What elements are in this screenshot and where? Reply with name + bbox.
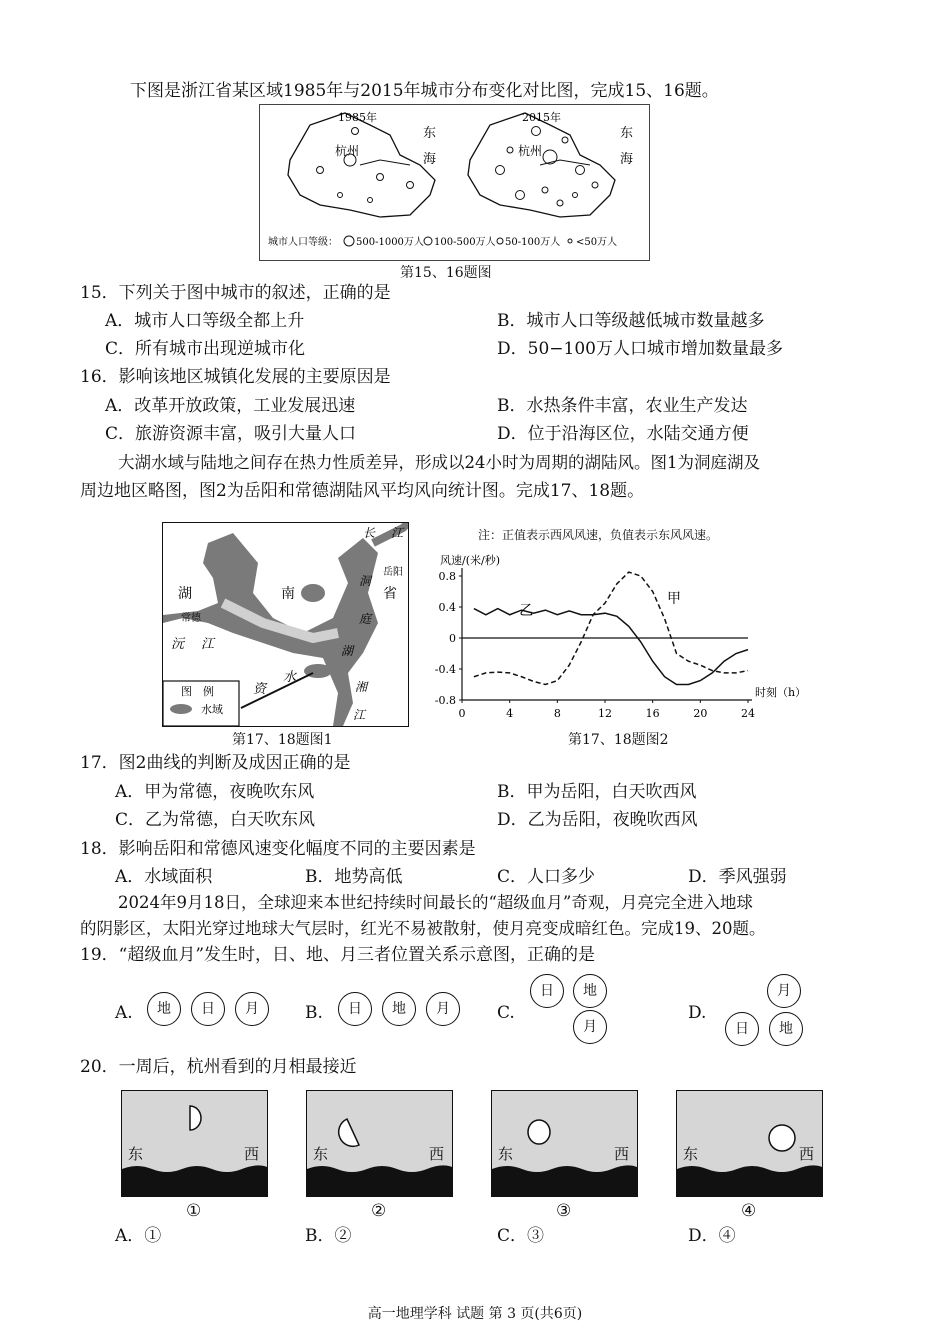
series-label-yi: 乙 — [519, 602, 534, 619]
map-label-dong: 洞 — [359, 574, 372, 588]
chart-xtick-label: 12 — [598, 707, 612, 720]
map-label-jiang3: 江 — [391, 526, 404, 540]
q19-c-circle-1: 日 — [530, 974, 564, 1008]
moon-box-3 — [491, 1090, 638, 1197]
moon1-east: 东 — [128, 1145, 144, 1163]
q15-option-a[interactable]: A．城市人口等级全都上升 — [105, 311, 305, 331]
map-label-ting: 庭 — [359, 612, 372, 626]
sea-label-2: 海 — [423, 152, 437, 167]
moon-num-1: ① — [186, 1201, 202, 1221]
map-label-xiang: 湘 — [355, 680, 368, 694]
moon3-east: 东 — [498, 1145, 514, 1163]
moon1-west: 西 — [244, 1145, 260, 1163]
q18-option-a[interactable]: A．水域面积 — [115, 867, 213, 887]
sea-label-3: 东 — [620, 126, 634, 141]
q15-option-b[interactable]: B．城市人口等级越低城市数量越多 — [497, 311, 765, 331]
q18-option-c[interactable]: C．人口多少 — [497, 867, 596, 887]
legend-3: 50-100万人 — [505, 237, 561, 248]
legend-2: 100-500万人 — [434, 237, 496, 248]
chart-ytick-label: 0 — [449, 632, 456, 645]
q20-stem: 20．一周后，杭州看到的月相最接近 — [80, 1057, 357, 1077]
chart-xtick-label: 4 — [506, 707, 514, 720]
moon-box-2 — [306, 1090, 453, 1197]
q16-option-a[interactable]: A．改革开放政策，工业发展迅速 — [105, 396, 356, 416]
map-label-shui: 水 — [283, 670, 297, 685]
q19-d-circle-3: 地 — [769, 1012, 803, 1046]
chart-ytick-label: -0.4 — [434, 663, 456, 676]
q20-option-a[interactable]: A．① — [115, 1226, 162, 1246]
chart-xtick-label: 24 — [741, 707, 755, 720]
moon-num-4: ④ — [741, 1201, 757, 1221]
moon4-east: 东 — [683, 1145, 699, 1163]
city-hangzhou-1985: 杭州 — [335, 144, 360, 158]
city-hangzhou-2015: 杭州 — [518, 144, 543, 158]
map-label-changde: 常德 — [181, 613, 201, 624]
q20-option-c[interactable]: C．③ — [497, 1226, 545, 1246]
legend-1: 500-1000万人 — [356, 237, 424, 248]
q17-option-b[interactable]: B．甲为岳阳，白天吹西风 — [497, 782, 697, 802]
map-legend-item: 水域 — [201, 703, 223, 716]
map-label-hu: 湖 — [178, 586, 192, 602]
q18-stem: 18．影响岳阳和常德风速变化幅度不同的主要因素是 — [80, 839, 476, 859]
q17-option-d[interactable]: D．乙为岳阳，夜晚吹西风 — [497, 810, 698, 830]
q20-option-d[interactable]: D．④ — [688, 1226, 736, 1246]
wind-chart — [430, 548, 810, 728]
q19-d-circle-2: 日 — [725, 1012, 759, 1046]
moon2-east: 东 — [313, 1145, 329, 1163]
intro-15-16: 下图是浙江省某区域1985年与2015年城市分布变化对比图，完成15、16题。 — [130, 81, 719, 101]
q19-b-circle-3: 月 — [426, 992, 460, 1026]
q19-a-circle-3: 月 — [235, 992, 269, 1026]
moon-num-2: ② — [371, 1201, 387, 1221]
chart-xlabel: 时刻（h） — [755, 686, 807, 699]
q19-b-circle-1: 日 — [338, 992, 372, 1026]
moon3-west: 西 — [614, 1145, 630, 1163]
map-label-jiang2: 江 — [353, 708, 366, 722]
q16-stem: 16．影响该地区城镇化发展的主要原因是 — [80, 367, 391, 387]
chart-xtick-label: 16 — [645, 707, 660, 720]
intro-17-18-line1: 大湖水域与陆地之间存在热力性质差异，形成以24小时为周期的湖陆风。图1为洞庭湖及 — [118, 453, 760, 472]
q16-option-b[interactable]: B．水热条件丰富，农业生产发达 — [497, 396, 748, 416]
q19-c-circle-3: 月 — [573, 1010, 607, 1044]
q15-option-d[interactable]: D．50−100万人口城市增加数量最多 — [497, 339, 783, 359]
sea-label-1: 东 — [423, 126, 437, 141]
series-line-乙 — [474, 609, 748, 685]
q19-label-d[interactable]: D. — [688, 1003, 707, 1023]
moon-num-3: ③ — [556, 1201, 572, 1221]
map-label-nan: 南 — [281, 586, 295, 602]
q19-label-c[interactable]: C. — [497, 1003, 515, 1023]
q19-a-circle-1: 地 — [147, 992, 181, 1026]
map-label-hu2: 湖 — [341, 644, 354, 658]
chart-ytick-label: 0.8 — [438, 570, 456, 583]
q19-d-circle-1: 月 — [767, 974, 801, 1008]
legend-4: <50万人 — [576, 237, 618, 248]
q15-option-c[interactable]: C．所有城市出现逆城市化 — [105, 339, 306, 359]
moon-box-1 — [121, 1090, 268, 1197]
chart-ytick-label: 0.4 — [438, 601, 456, 614]
map-legend-title: 图 例 — [181, 685, 214, 698]
page-footer: 高一地理学科 试题 第 3 页(共6页) — [367, 1306, 583, 1322]
caption-map1: 第17、18题图1 — [232, 732, 333, 748]
chart-xtick-label: 20 — [693, 707, 708, 720]
year-1985: 1985年 — [338, 111, 377, 124]
q16-option-c[interactable]: C．旅游资源丰富，吸引大量人口 — [105, 424, 357, 444]
q15-stem: 15．下列关于图中城市的叙述，正确的是 — [80, 283, 391, 303]
sea-label-4: 海 — [620, 152, 634, 167]
figure-15-16 — [259, 104, 650, 261]
q19-a-circle-2: 日 — [191, 992, 225, 1026]
city-map-svg — [260, 105, 649, 260]
moon4-west: 西 — [799, 1145, 815, 1163]
q16-option-d[interactable]: D．位于沿海区位，水陆交通方便 — [497, 424, 749, 444]
q19-label-b[interactable]: B. — [305, 1003, 323, 1023]
q19-b-circle-2: 地 — [382, 992, 416, 1026]
caption-15-16: 第15、16题图 — [400, 265, 492, 281]
map-label-sheng: 省 — [383, 586, 397, 602]
map-label-yueyang: 岳阳 — [383, 567, 403, 578]
map-label-chang: 长 — [363, 526, 376, 540]
q20-option-b[interactable]: B．② — [305, 1226, 352, 1246]
moon-box-4 — [676, 1090, 823, 1197]
map-label-yuan: 沅 — [171, 637, 185, 652]
chart-note: 注：正值表示西风风速，负值表示东风风速。 — [478, 528, 719, 542]
dongting-map — [162, 522, 409, 727]
q17-option-c[interactable]: C．乙为常德，白天吹东风 — [115, 810, 316, 830]
q18-option-d[interactable]: D．季风强弱 — [688, 867, 787, 887]
map-label-zi: 资 — [253, 682, 267, 697]
map-label-jiang1: 江 — [201, 637, 215, 652]
q19-label-a[interactable]: A. — [115, 1003, 133, 1023]
chart-ylabel: 风速/(米/秒) — [440, 554, 500, 567]
q17-option-a[interactable]: A．甲为常德，夜晚吹东风 — [115, 782, 315, 802]
chart-xtick-label: 0 — [458, 707, 466, 720]
dongting-map-svg — [163, 523, 408, 726]
q18-option-b[interactable]: B．地势高低 — [305, 867, 403, 887]
caption-chart2: 第17、18题图2 — [568, 732, 669, 748]
year-2015: 2015年 — [522, 111, 561, 124]
q19-c-circle-2: 地 — [573, 974, 607, 1008]
intro-19-20-line2: 的阴影区，太阳光穿过地球大气层时，红光不易被散射，使月亮变成暗红色。完成19、20题。 — [80, 919, 766, 938]
legend-title: 城市人口等级： — [268, 237, 338, 248]
chart-ytick-label: -0.8 — [434, 694, 456, 707]
series-label-jia: 甲 — [666, 591, 681, 608]
intro-19-20-line1: 2024年9月18日，全球迎来本世纪持续时间最长的“超级血月”奇观，月亮完全进入地球 — [118, 893, 753, 912]
intro-17-18-line2: 周边地区略图，图2为岳阳和常德湖陆风平均风向统计图。完成17、18题。 — [80, 481, 645, 501]
q19-stem: 19．“超级血月”发生时，日、地、月三者位置关系示意图，正确的是 — [80, 945, 596, 965]
series-line-甲 — [474, 572, 748, 684]
moon2-west: 西 — [429, 1145, 445, 1163]
chart-xtick-label: 8 — [553, 707, 561, 720]
q17-stem: 17．图2曲线的判断及成因正确的是 — [80, 753, 351, 773]
